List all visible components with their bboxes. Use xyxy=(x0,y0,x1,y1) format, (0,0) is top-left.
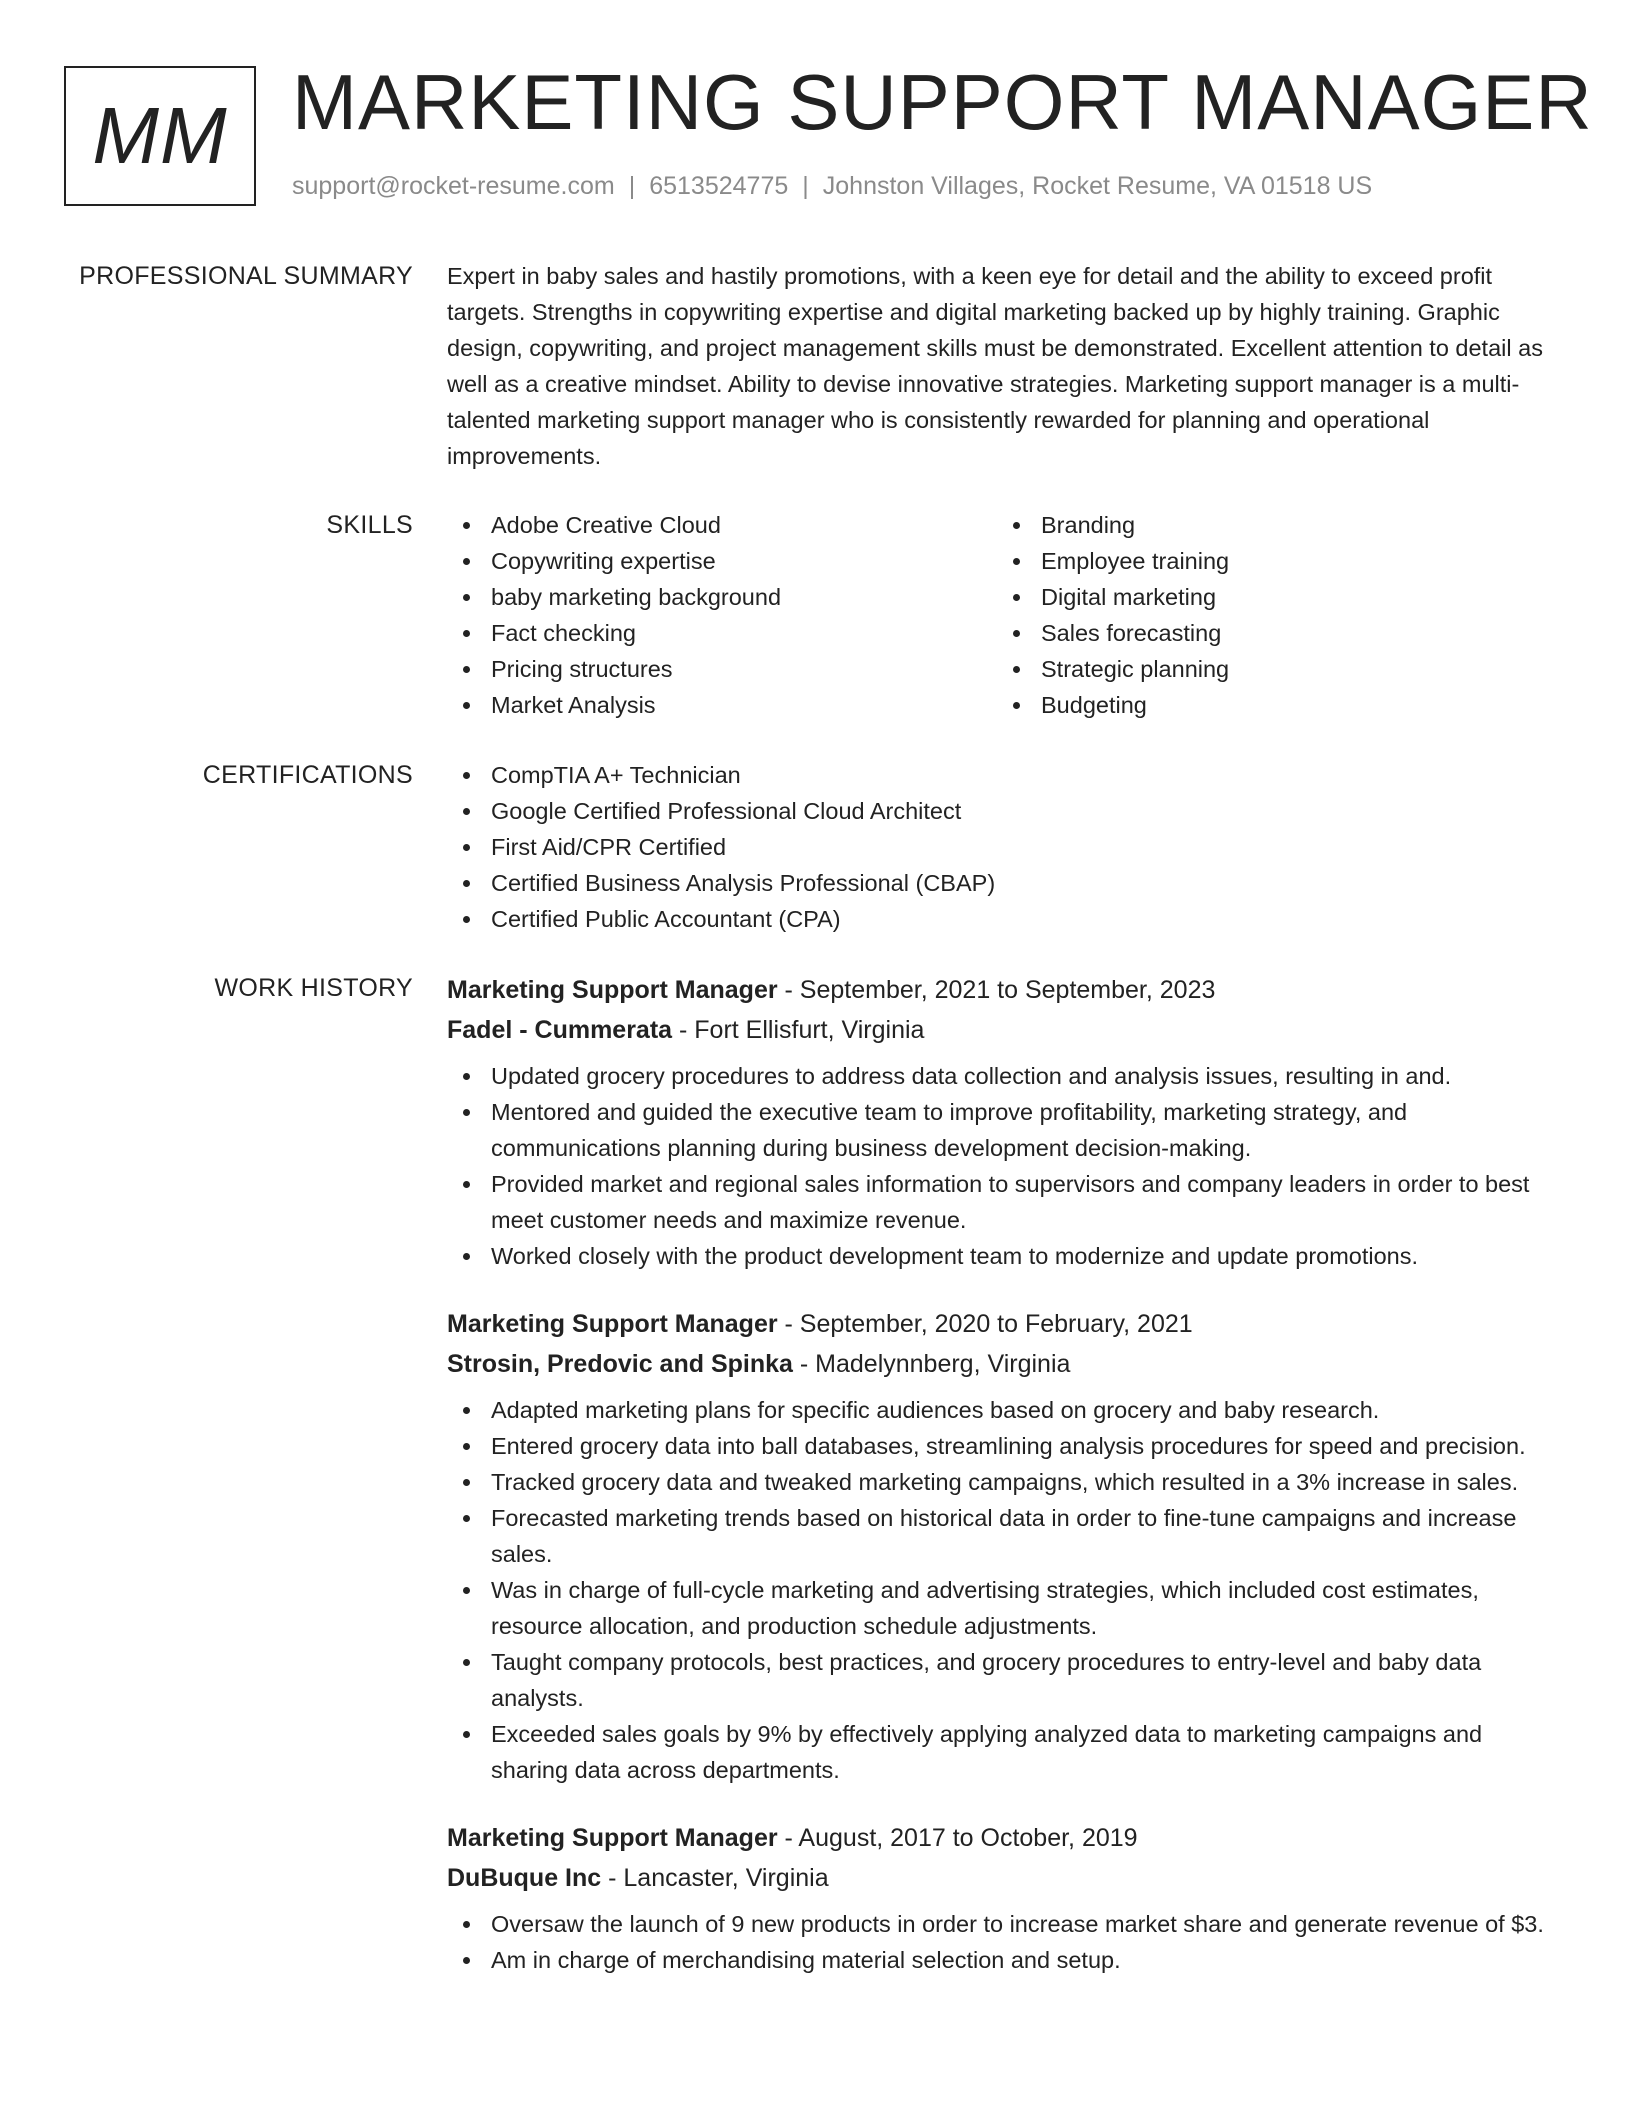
skill-item: Sales forecasting xyxy=(997,615,1547,651)
job-bullet: Mentored and guided the executive team to improve profitability, marketing strategy, and communications planning during business development decision-making. xyxy=(447,1094,1565,1166)
job-location: - Fort Ellisfurt, Virginia xyxy=(672,1016,925,1044)
job-dates: - September, 2021 to September, 2023 xyxy=(777,976,1216,1004)
certification-item: First Aid/CPR Certified xyxy=(447,829,1565,865)
skills-section xyxy=(0,507,1632,723)
certification-item: CompTIA A+ Technician xyxy=(447,757,1565,793)
summary-label: PROFESSIONAL SUMMARY xyxy=(79,262,413,290)
job-title-line xyxy=(447,1818,1565,1858)
job-entry xyxy=(447,970,1565,1274)
work-history-label: WORK HISTORY xyxy=(214,974,413,1002)
certifications-list xyxy=(447,757,1565,937)
job-bullet: Am in charge of merchandising material selection and setup. xyxy=(447,1942,1565,1978)
skill-item: Branding xyxy=(997,507,1547,543)
skills-list-left xyxy=(447,507,997,723)
job-title: Marketing Support Manager xyxy=(447,976,778,1004)
skill-item: Strategic planning xyxy=(997,651,1547,687)
job-bullet: Forecasted marketing trends based on historical data in order to fine-tune campaigns and increase sales. xyxy=(447,1500,1565,1572)
contact-separator: | xyxy=(628,172,636,200)
job-bullet: Worked closely with the product development team to modernize and update promotions. xyxy=(447,1238,1565,1274)
contact-address: Johnston Villages, Rocket Resume, VA 01518 US xyxy=(822,172,1373,200)
job-bullets xyxy=(447,1392,1565,1788)
skill-item: Employee training xyxy=(997,543,1547,579)
certification-item: Google Certified Professional Cloud Architect xyxy=(447,793,1565,829)
job-bullet: Taught company protocols, best practices, and grocery procedures to entry-level and baby data analysts. xyxy=(447,1644,1565,1716)
job-bullet: Entered grocery data into ball databases, streamlining analysis procedures for speed and precision. xyxy=(447,1428,1565,1464)
job-title-line xyxy=(447,1304,1565,1344)
summary-section xyxy=(0,258,1632,474)
skill-item: Fact checking xyxy=(447,615,997,651)
resume-title: MARKETING SUPPORT MANAGER xyxy=(292,58,1593,146)
certifications-label: CERTIFICATIONS xyxy=(202,761,413,789)
certifications-section xyxy=(0,757,1632,937)
job-company-line xyxy=(447,1010,1565,1050)
job-location: - Madelynnberg, Virginia xyxy=(792,1350,1071,1378)
job-title: Marketing Support Manager xyxy=(447,1310,778,1338)
skills-list-right xyxy=(997,507,1547,723)
job-title: Marketing Support Manager xyxy=(447,1824,778,1852)
work-history-section xyxy=(0,970,1632,2008)
contact-separator: | xyxy=(802,172,809,200)
job-bullet: Adapted marketing plans for specific audiences based on grocery and baby research. xyxy=(447,1392,1565,1428)
job-entry xyxy=(447,1818,1565,1978)
contact-line xyxy=(292,172,1372,201)
job-bullet: Provided market and regional sales information to supervisors and company leaders in order to best meet customer needs and maximize revenue. xyxy=(447,1166,1565,1238)
skills-label: SKILLS xyxy=(326,511,413,539)
job-bullet: Updated grocery procedures to address data collection and analysis issues, resulting in and. xyxy=(447,1058,1565,1094)
certification-item: Certified Business Analysis Professional (CBAP) xyxy=(447,865,1565,901)
summary-text: Expert in baby sales and hastily promotions, with a keen eye for detail and the ability to exceed profit targets. Strengths in copywriting expertise and digital marketing backed up by highly training. Graphic design, copywriting, and project management skills must be demonstrated. Excellent attention to detail as well as a creative mindset. Ability to devise innovative strategies. Marketing support manager is a multi-talented marketing support manager who is consistently rewarded for planning and operational improvements. xyxy=(447,263,1543,469)
job-company: DuBuque Inc xyxy=(447,1864,602,1892)
job-title-line xyxy=(447,970,1565,1010)
job-bullet: Tracked grocery data and tweaked marketing campaigns, which resulted in a 3% increase in sales. xyxy=(447,1464,1565,1500)
skill-item: Copywriting expertise xyxy=(447,543,997,579)
job-bullet: Exceeded sales goals by 9% by effectively applying analyzed data to marketing campaigns and sharing data across departments. xyxy=(447,1716,1565,1788)
job-bullet: Oversaw the launch of 9 new products in order to increase market share and generate revenue of $3. xyxy=(447,1906,1565,1942)
contact-phone[interactable]: 6513524775 xyxy=(649,172,789,200)
job-company: Strosin, Predovic and Spinka xyxy=(447,1350,793,1378)
monogram-badge: MM xyxy=(64,66,256,206)
job-dates: - August, 2017 to October, 2019 xyxy=(777,1824,1138,1852)
job-location: - Lancaster, Virginia xyxy=(601,1864,829,1892)
job-bullet: Was in charge of full-cycle marketing and advertising strategies, which included cost estimates, resource allocation, and production schedule adjustments. xyxy=(447,1572,1565,1644)
job-dates: - September, 2020 to February, 2021 xyxy=(777,1310,1193,1338)
skill-item: Pricing structures xyxy=(447,651,997,687)
skill-item: Budgeting xyxy=(997,687,1547,723)
skill-item: Adobe Creative Cloud xyxy=(447,507,997,543)
job-company-line xyxy=(447,1344,1565,1384)
job-entry xyxy=(447,1304,1565,1788)
skill-item: Market Analysis xyxy=(447,687,997,723)
job-bullets xyxy=(447,1906,1565,1978)
contact-email[interactable]: support@rocket-resume.com xyxy=(292,172,615,200)
skill-item: baby marketing background xyxy=(447,579,997,615)
job-bullets xyxy=(447,1058,1565,1274)
skill-item: Digital marketing xyxy=(997,579,1547,615)
certification-item: Certified Public Accountant (CPA) xyxy=(447,901,1565,937)
job-company-line xyxy=(447,1858,1565,1898)
job-company: Fadel - Cummerata xyxy=(447,1016,673,1044)
